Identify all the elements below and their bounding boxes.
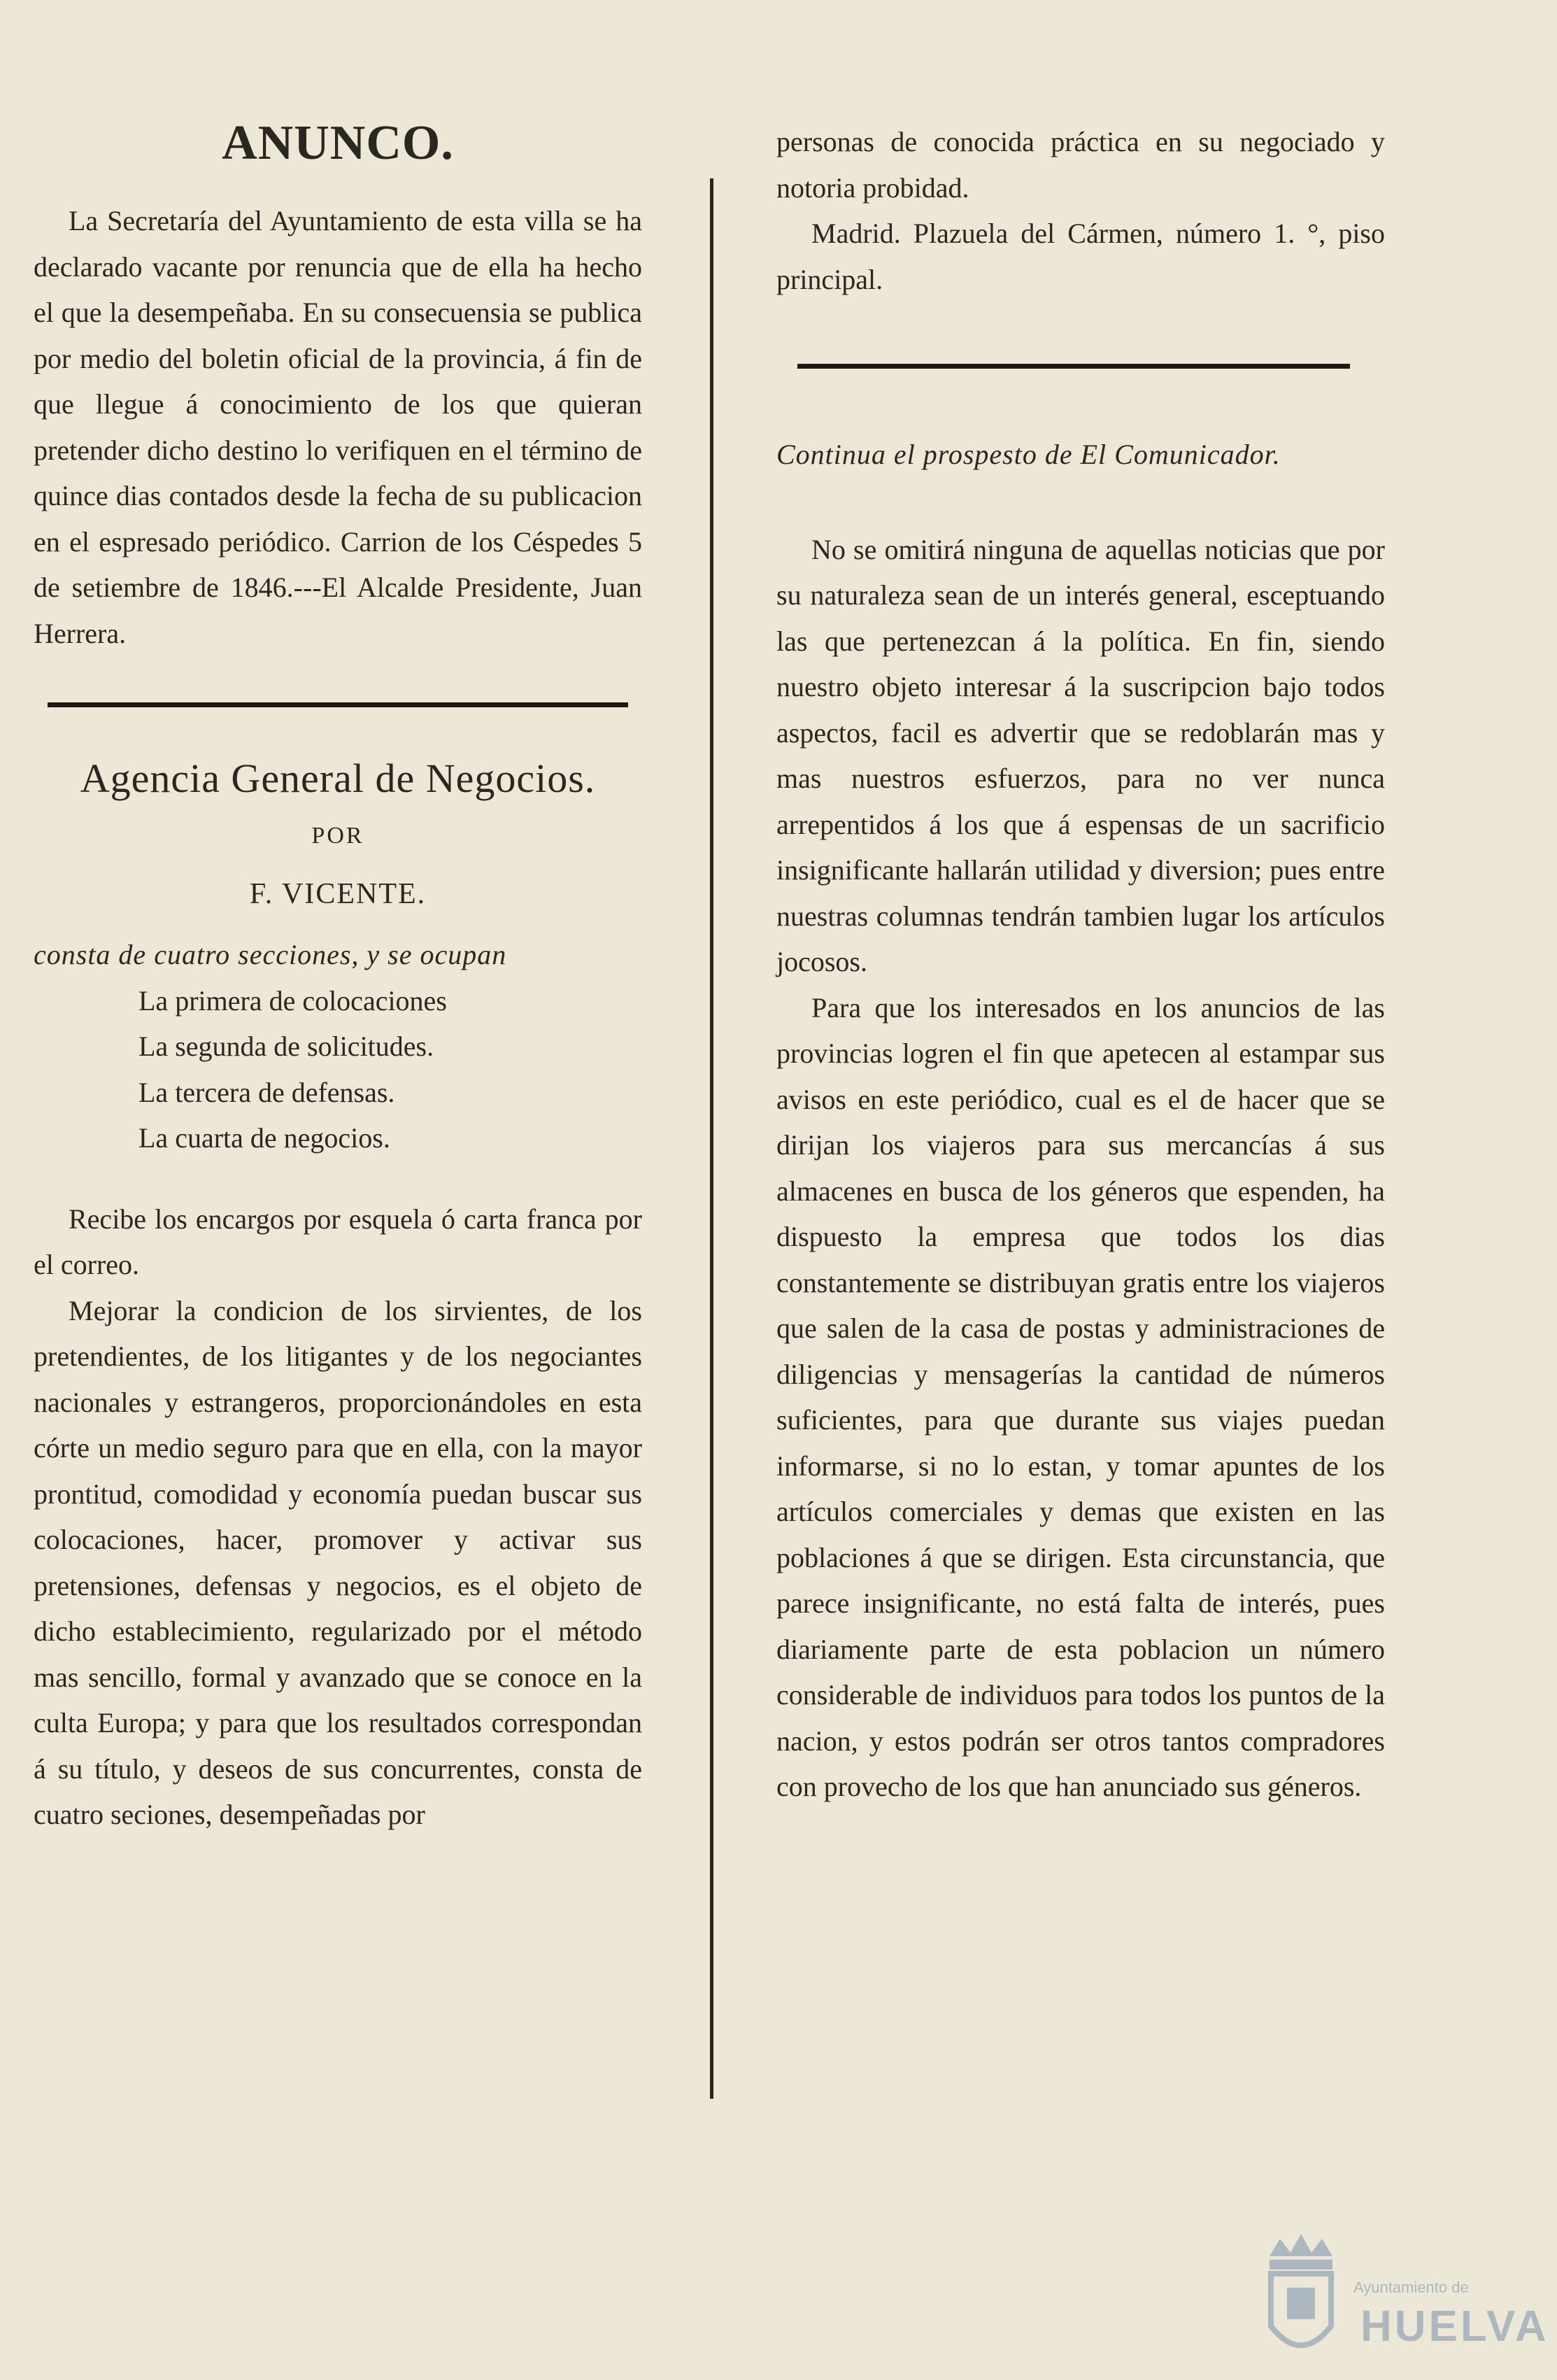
section-rule-right (797, 364, 1350, 369)
anuncio-heading: ANUNCO. (222, 116, 454, 170)
prospecto-paragraph-1: No se omitirá ninguna de aquellas noticias que por su naturaleza sean de un interés general, esceptuando las que pertenezcan á la política. En fin, siendo nuestro objeto interesar á la suscripcion bajo todos aspectos, facil es advertir que se redoblarán mas y mas nuestros esfuerzos, para no ver nunca arrepentidos á los que á espensas de un sacrificio insignificante hallarán utilidad y diversion; pues entre nuestras columnas tendrán tambien lugar los artículos jocosos. (776, 533, 1385, 977)
anuncio-body: La Secretaría del Ayuntamiento de esta villa se ha declarado vacante por renuncia que de ella ha hecho el que la desempeñaba. En su consecuensia se publica por medio del boletin oficial de la provincia, á fin de que llegue á conocimiento de los que quieran pretender dicho destino lo verifiquen en el término de quince dias contados desde la fecha de su publicacion en el espresado periódico. Carrion de los Céspedes 5 de setiembre de 1846.---El Alcalde Presidente, Juan Herrera. (34, 205, 642, 649)
huelva-watermark (1256, 2228, 1549, 2368)
prospecto-heading: Continua el prospesto de El Comunicador. (776, 439, 1281, 470)
agencia-paragraph-1: Recibe los encargos por esquela ó carta franca por el correo. (34, 1203, 642, 1280)
agencia-heading: Agencia General de Negocios. (80, 756, 596, 801)
left-column (34, 115, 642, 1838)
column-divider (710, 178, 713, 2099)
agencia-paragraph-2-continued: personas de conocida práctica en su negociado y notoria probidad. (776, 126, 1385, 204)
right-column (776, 119, 1385, 1810)
watermark-line-1: Ayuntamiento de (1353, 2279, 1469, 2296)
agencia-address: Madrid. Plazuela del Cármen, número 1. °, piso principal. (776, 218, 1385, 295)
agencia-section-1: La primera de colocaciones (138, 984, 447, 1017)
watermark-line-2: HUELVA (1360, 2302, 1549, 2351)
agencia-paragraph-2: Mejorar la condicion de los sirvientes, de los pretendientes, de los litigantes y de los negociantes nacionales y estrangeros, proporcionándoles en esta córte un medio seguro para que en ella, con la mayor prontitud, comodidad y economía puedan buscar sus colocaciones, hacer, promover y activar sus pretensiones, defensas y negocios, es el objeto de dicho establecimiento, regularizado por el método mas sencillo, formal y avanzado que se conoce en la culta Europa; y para que los resultados correspondan á su título, y deseos de sus concurrentes, consta de cuatro seciones, desempeñadas por (34, 1294, 642, 1830)
crown-shield-icon (1256, 2228, 1346, 2368)
agencia-section-4: La cuarta de negocios. (138, 1122, 390, 1154)
agencia-author: F. VICENTE. (249, 878, 427, 910)
agencia-section-2: La segunda de solicitudes. (138, 1030, 434, 1062)
agencia-consta: consta de cuatro secciones, y se ocupan (34, 939, 507, 970)
prospecto-paragraph-2: Para que los interesados en los anuncios de las provincias logren el fin que apetecen al estampar sus avisos en este periódico, cual es el de hacer que se dirijan los viajeros para sus mercancías á sus almacenes en busca de los géneros que espenden, ha dispuesto la empresa que todos los dias constantemente se distribuyan gratis entre los viajeros que salen de la casa de postas y administraciones de diligencias y mensagerías la cantidad de números suficientes, para que durante sus viajes puedan informarse, si no lo estan, y tomar apuntes de los artículos comerciales y demas que existen en las poblaciones á que se dirigen. Esta circunstancia, que parece insignificante, no está falta de interés, pues diariamente parte de esta poblacion un número considerable de individuos para todos los puntos de la nacion, y estos podrán ser otros tantos compradores con provecho de los que han anunciado sus géneros. (776, 991, 1385, 1802)
agencia-section-3: La tercera de defensas. (138, 1076, 395, 1108)
section-rule (48, 702, 628, 707)
agencia-por: POR (311, 823, 364, 849)
